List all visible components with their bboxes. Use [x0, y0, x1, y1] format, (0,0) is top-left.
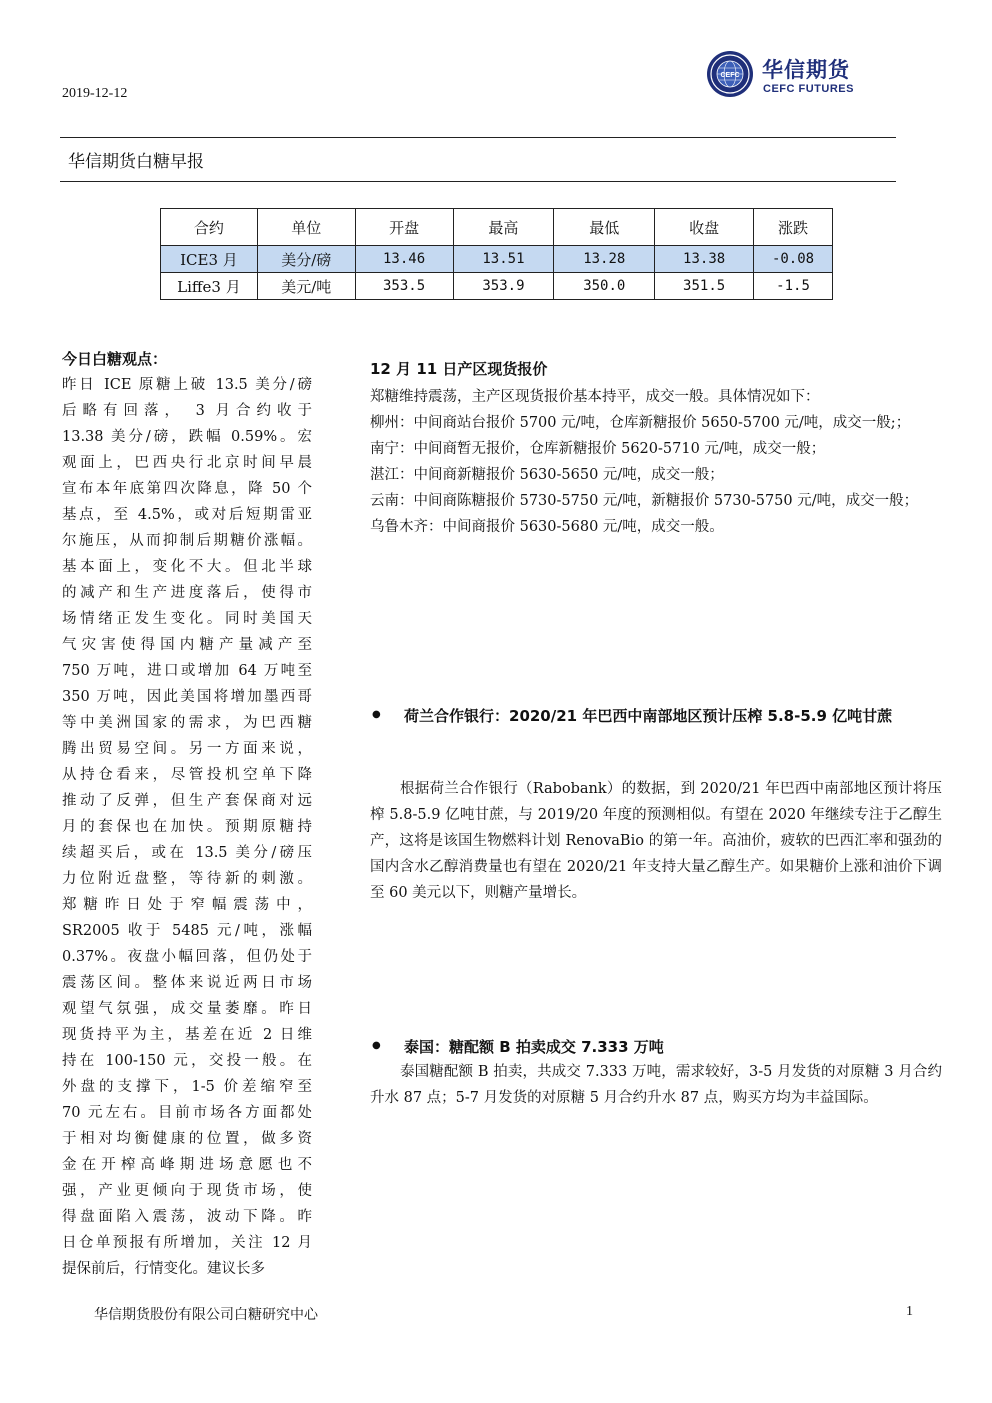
view-line: 观面上，巴西央行北京时间早晨: [62, 455, 312, 471]
quote-table: [160, 208, 833, 300]
header-divider-top: [60, 137, 896, 138]
view-line: 持在 100-150 元，交投一般。在: [62, 1053, 312, 1069]
view-line: 气灾害使得国内糖产量减产至: [62, 637, 312, 653]
view-line: 宣布本年底第四次降息，降 50 个: [62, 481, 312, 497]
table-cell: 350.0: [554, 273, 655, 300]
view-heading: 今日白糖观点：: [62, 350, 168, 368]
table-cell: 13.46: [355, 246, 453, 273]
view-body: [62, 372, 312, 1282]
logo-chinese-name: 华信期货: [762, 58, 850, 82]
view-line: 于相对均衡健康的位置，做多资: [62, 1131, 312, 1147]
table-cell: 美元/吨: [257, 273, 355, 300]
news-item1-title: 荷兰合作银行：2020/21 年巴西中南部地区预计压榨 5.8-5.9 亿吨甘蔗: [404, 707, 893, 725]
view-line: 场情绪正发生变化。同时美国天: [62, 611, 312, 627]
view-line: 提保前后，行情变化。建议长多: [62, 1261, 265, 1277]
table-header-row: [161, 209, 833, 246]
svg-text:CEFC: CEFC: [720, 72, 740, 79]
header-divider-bottom: [60, 181, 896, 182]
table-header-cell: 合约: [161, 209, 258, 246]
view-line: 震荡区间。整体来说近两日市场: [62, 975, 312, 991]
report-title: 华信期货白糖早报: [68, 152, 204, 172]
view-line: 日仓单预报有所增加，关注 12 月: [62, 1235, 312, 1251]
table-cell: 353.9: [453, 273, 554, 300]
view-line: 基本面上，变化不大。但北半球: [62, 559, 312, 575]
table-cell: 美分/磅: [257, 246, 355, 273]
globe-seal-icon: [706, 50, 754, 98]
view-line: 外盘的支撑下，1-5 价差缩窄至: [62, 1079, 312, 1095]
table-row: [161, 273, 833, 300]
table-cell: ICE3 月: [161, 246, 258, 273]
table-cell: 353.5: [355, 273, 453, 300]
spot-liuzhou: 柳州：中间商站台报价 5700 元/吨，仓库新糖报价 5650-5700 元/吨，成交一般;；: [370, 415, 911, 431]
footer-organization: 华信期货股份有限公司白糖研究中心: [94, 1307, 318, 1323]
view-line: 郑糖昨日处于窄幅震荡中，: [62, 897, 312, 913]
view-line: 350 万吨，因此美国将增加墨西哥: [62, 689, 312, 705]
table-header-cell: 最低: [554, 209, 655, 246]
page-number: 1: [906, 1304, 913, 1319]
bullet-icon: ●: [372, 709, 381, 720]
view-line: 从持仓看来，尽管投机空单下降: [62, 767, 312, 783]
view-line: 的减产和生产进度落后，使得市: [62, 585, 312, 601]
view-line: 等中美洲国家的需求，为巴西糖: [62, 715, 312, 731]
company-logo: [706, 50, 896, 102]
spot-body: [370, 384, 942, 540]
table-cell: -0.08: [754, 246, 833, 273]
table-header-cell: 涨跌: [754, 209, 833, 246]
table-cell: Liffe3 月: [161, 273, 258, 300]
table-header-cell: 最高: [453, 209, 554, 246]
table-cell: 351.5: [655, 273, 754, 300]
spot-urumqi: 乌鲁木齐：中间商报价 5630-5680 元/吨，成交一般。: [370, 519, 724, 535]
table-row: [161, 246, 833, 273]
logo-english-name: CEFC FUTURES: [763, 83, 854, 95]
view-line: 观望气氛强，成交量萎靡。昨日: [62, 1001, 312, 1017]
view-line: 金在开榨高峰期进场意愿也不: [62, 1157, 312, 1173]
view-line: 月的套保也在加快。预期原糖持: [62, 819, 312, 835]
report-date: 2019-12-12: [62, 86, 128, 101]
spot-zhanjiang: 湛江：中间商新糖报价 5630-5650 元/吨，成交一般；: [370, 467, 724, 483]
table-header-cell: 收盘: [655, 209, 754, 246]
view-line: 基点，至 4.5%，或对后短期雷亚: [62, 507, 312, 523]
view-line: 现货持平为主，基差在近 2 日维: [62, 1027, 312, 1043]
spot-yunnan: 云南：中间商陈糖报价 5730-5750 元/吨，新糖报价 5730-5750 元/吨，成交一般；: [370, 493, 919, 509]
view-line: 70 元左右。目前市场各方面都处: [62, 1105, 312, 1121]
spot-nanning: 南宁：中间商暂无报价，仓库新糖报价 5620-5710 元/吨，成交一般；: [370, 441, 826, 457]
table-header-cell: 单位: [257, 209, 355, 246]
spot-heading: 12 月 11 日产区现货报价: [370, 360, 548, 378]
view-line: SR2005 收于 5485 元/吨，涨幅: [62, 923, 312, 939]
view-line: 后略有回落， 3 月合约收于: [62, 403, 312, 419]
view-line: 力位附近盘整，等待新的刺激。: [62, 871, 312, 887]
news-item2-body: 泰国糖配额 B 拍卖，共成交 7.333 万吨，需求较好，3-5 月发货的对原糖 3 月合约升水 87 点；5-7 月发货的对原糖 5 月合约升水 87 点，购买方均为丰益国际。: [370, 1064, 942, 1106]
table-cell: -1.5: [754, 273, 833, 300]
view-line: 尔施压，从而抑制后期糖价涨幅。: [62, 533, 312, 549]
view-line: 续超买后，或在 13.5 美分/磅压: [62, 845, 312, 861]
table-cell: 13.38: [655, 246, 754, 273]
view-line: 腾出贸易空间。另一方面来说，: [62, 741, 312, 757]
table-cell: 13.51: [453, 246, 554, 273]
spot-intro: 郑糖维持震荡，主产区现货报价基本持平，成交一般。具体情况如下：: [370, 389, 820, 405]
view-line: 750 万吨，进口或增加 64 万吨至: [62, 663, 312, 679]
view-line: 推动了反弹，但生产套保商对远: [62, 793, 312, 809]
view-line: 0.37%。夜盘小幅回落，但仍处于: [62, 949, 312, 965]
view-line: 昨日 ICE 原糖上破 13.5 美分/磅: [62, 377, 312, 393]
view-line: 13.38 美分/磅，跌幅 0.59%。宏: [62, 429, 312, 445]
bullet-icon: ●: [372, 1040, 381, 1051]
view-line: 强，产业更倾向于现货市场，使: [62, 1183, 312, 1199]
table-header-cell: 开盘: [355, 209, 453, 246]
table-cell: 13.28: [554, 246, 655, 273]
news-item2-title: 泰国：糖配额 B 拍卖成交 7.333 万吨: [404, 1038, 664, 1056]
news-item1-body: 根据荷兰合作银行（Rabobank）的数据，到 2020/21 年巴西中南部地区预计将压榨 5.8-5.9 亿吨甘蔗，与 2019/20 年度的预测相似。有望在 2020 年继续专注于乙醇生产，这将是该国生物燃料计划 RenovaBio 的第一年。高油价，疲软的巴西汇率和强劲的国内含水乙醇消费量也有望在 2020/21 年支持大量乙醇生产。如果糖价上涨和油价下调至 60 美元以下，则糖产量增长。: [370, 781, 942, 901]
view-line: 得盘面陷入震荡，波动下降。昨: [62, 1209, 312, 1225]
